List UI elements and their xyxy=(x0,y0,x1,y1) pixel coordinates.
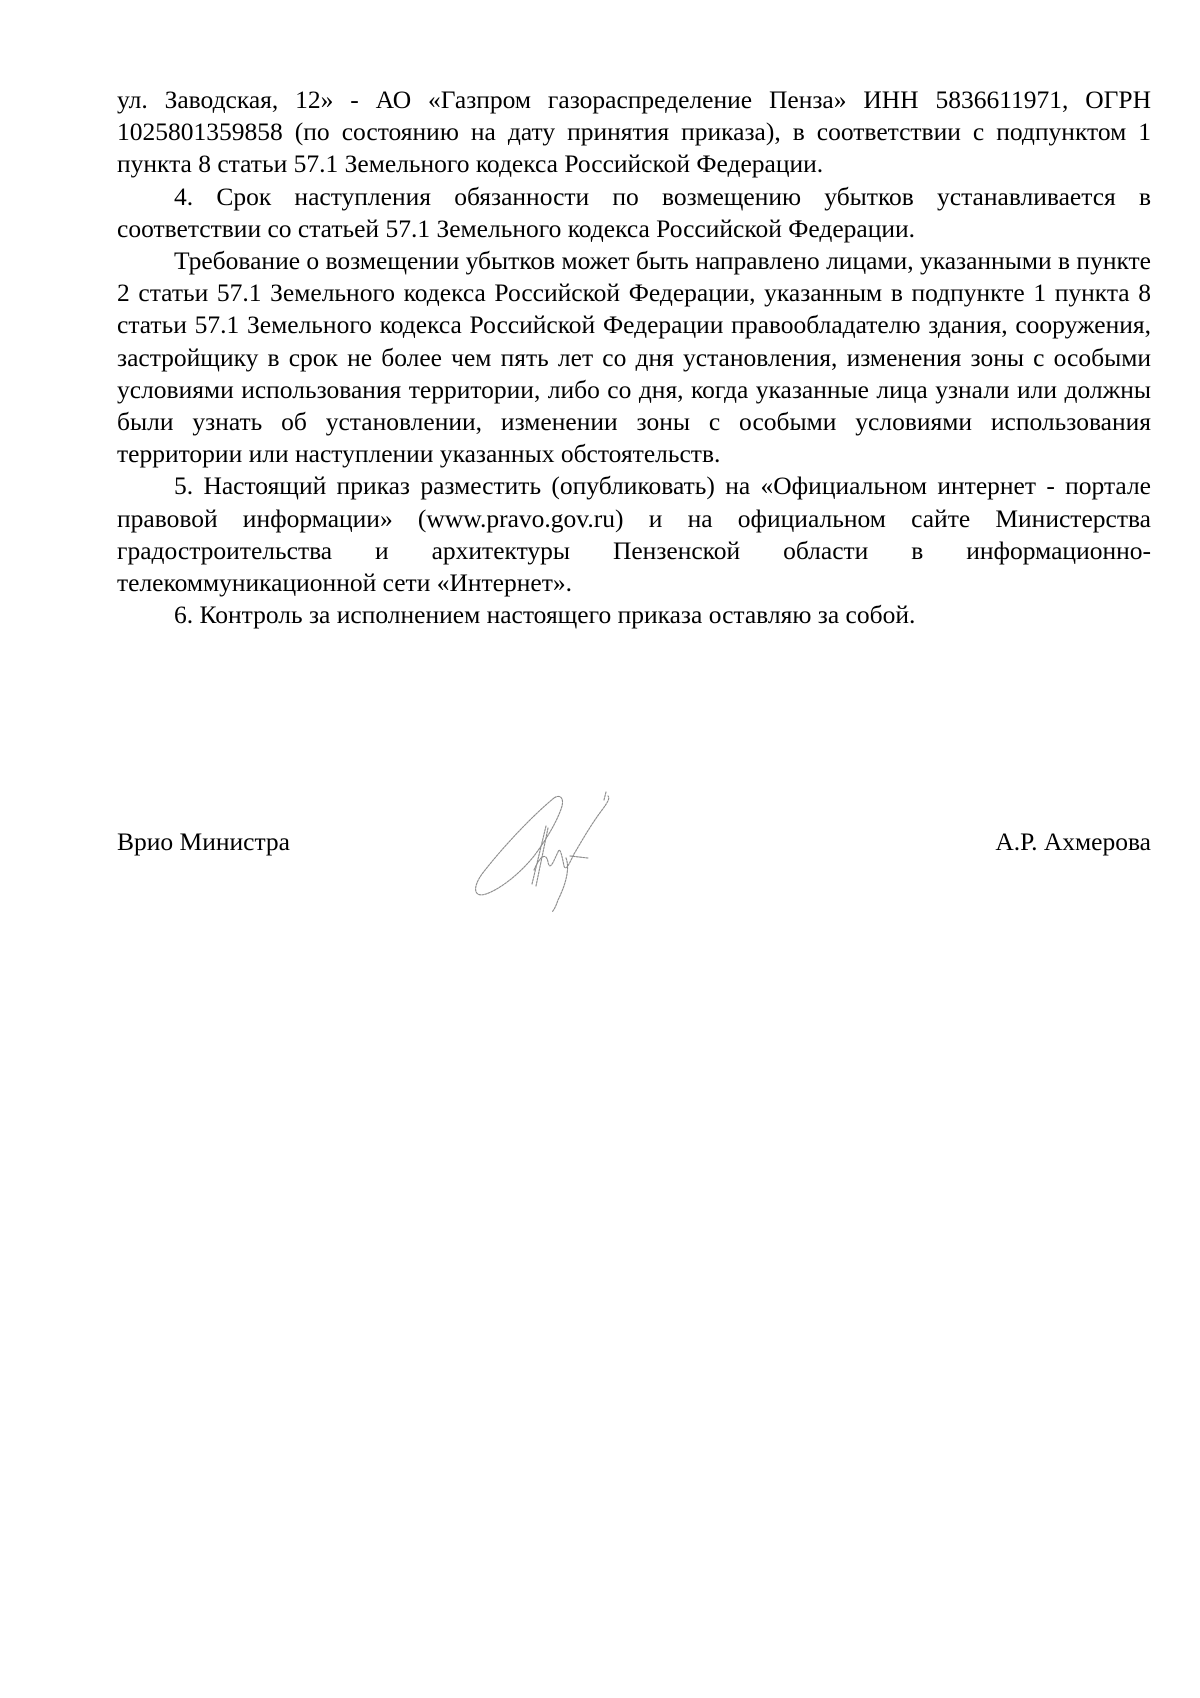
paragraph-address-continuation: ул. Заводская, 12» - АО «Газпром газораспределение Пенза» ИНН 5836611971, ОГРН 1025801359858 (по состоянию на дату принятия приказа), в соответствии с подпунктом 1 пункта 8 статьи 57.1 Земельного кодекса Российской Федерации. xyxy=(117,85,1151,179)
document-body xyxy=(117,84,1151,631)
paragraph-item-5: 5. Настоящий приказ разместить (опубликовать) на «Официальном интернет - портале правовой информации» (www.pravo.gov.ru) и на официальном сайте Министерства градостроительства и архитектуры Пензенской области в информационно-телекоммуникационной сети «Интернет». xyxy=(117,471,1151,598)
paragraph-compensation-requirement: Требование о возмещении убытков может быть направлено лицами, указанными в пункте 2 статьи 57.1 Земельного кодекса Российской Федерации, указанным в подпункте 1 пункта 8 статьи 57.1 Земельного кодекса Российской Федерации правообладателю здания, сооружения, застройщику в срок не более чем пять лет со дня установления, изменения зоны с особыми условиями использования территории, либо со дня, когда указанные лица узнали или должны были узнать об установлении, изменении зоны с особыми условиями использования территории или наступлении указанных обстоятельств. xyxy=(117,246,1151,469)
paragraph-item-4: 4. Срок наступления обязанности по возмещению убытков устанавливается в соответствии со статьей 57.1 Земельного кодекса Российской Федерации. xyxy=(117,181,1151,243)
signatory-name: А.Р. Ахмерова xyxy=(995,827,1151,856)
signatory-position: Врио Министра xyxy=(117,827,290,856)
signature-block xyxy=(117,826,1151,866)
paragraph-item-6: 6. Контроль за исполнением настоящего приказа оставляю за собой. xyxy=(174,600,916,630)
